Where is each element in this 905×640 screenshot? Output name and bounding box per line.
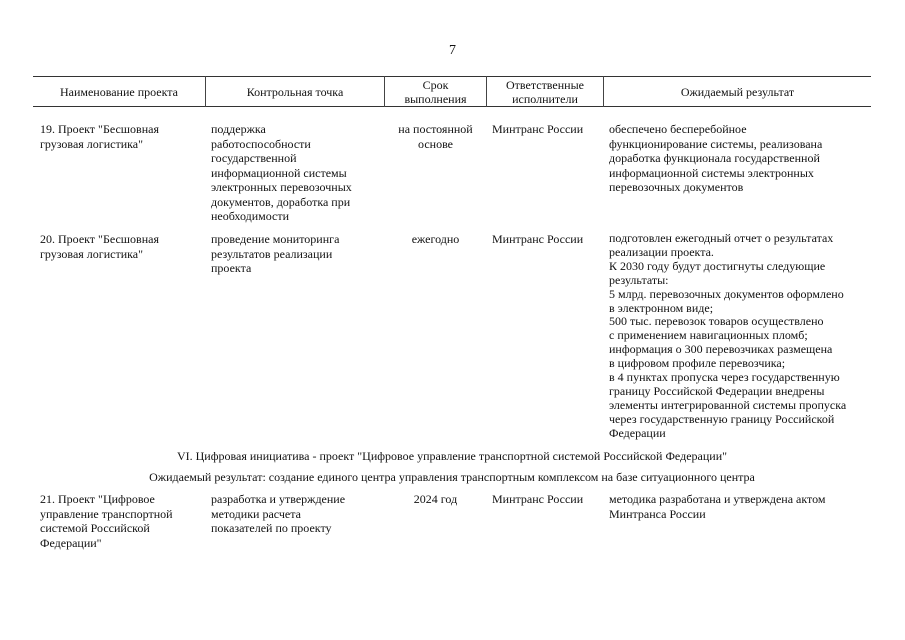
section-title: VI. Цифровая инициатива - проект "Цифровое управление транспортной системой Российской Федерации" — [176, 449, 728, 463]
row-responsible: Минтранс России — [492, 122, 584, 136]
header-result: Ожидаемый результат — [680, 85, 795, 99]
table-top-border — [33, 76, 871, 77]
header-responsible: Ответственные исполнители — [506, 78, 584, 106]
row-checkpoint: поддержка работоспособности государственной информационной системы электронных перевозочных документов, доработка при необходимости — [211, 122, 352, 223]
row-name: 20. Проект "Бесшовная грузовая логистика" — [40, 232, 159, 261]
row-result: обеспечено бесперебойное функционирование системы, реализована доработка функционала государственной информационной системы электронных перевозочных документов — [609, 122, 823, 194]
table-header-border — [33, 106, 871, 107]
row-responsible: Минтранс России — [492, 232, 584, 246]
row-deadline: 2024 год — [413, 492, 458, 506]
row-name: 19. Проект "Бесшовная грузовая логистика" — [40, 122, 159, 151]
header-deadline: Срок выполнения — [404, 78, 467, 106]
row-result: методика разработана и утверждена актом Минтранса России — [609, 492, 826, 521]
section-expected-result: Ожидаемый результат: создание единого центра управления транспортным комплексом на базе ситуационного центра — [149, 470, 755, 484]
row-checkpoint: проведение мониторинга результатов реализации проекта — [211, 232, 340, 275]
header-name: Наименование проекта — [59, 85, 179, 99]
row-deadline: на постоянной основе — [398, 122, 473, 151]
row-name: 21. Проект "Цифровое управление транспортной системой Российской Федерации" — [40, 492, 173, 550]
row-deadline: ежегодно — [411, 232, 460, 246]
page-number: 7 — [449, 43, 456, 58]
row-checkpoint: разработка и утверждение методики расчета показателей по проекту — [211, 492, 346, 535]
header-checkpoint: Контрольная точка — [246, 85, 344, 99]
row-responsible: Минтранс России — [492, 492, 584, 506]
row-result: подготовлен ежегодный отчет о результатах реализации проекта. К 2030 году будут достигнуты следующие результаты: 5 млрд. перевозочных документов оформлено в электронном виде; 500 тыс. перевозок товаров осуществлено с применением навигационных пломб; информация о 300 перевозчиках размещена в цифровом профиле перевозчика; в 4 пунктах пропуска через государственную границу Российской Федерации внедрены элементы интегрированной системы пропуска через государственную границу Российской Федерации — [609, 231, 847, 440]
